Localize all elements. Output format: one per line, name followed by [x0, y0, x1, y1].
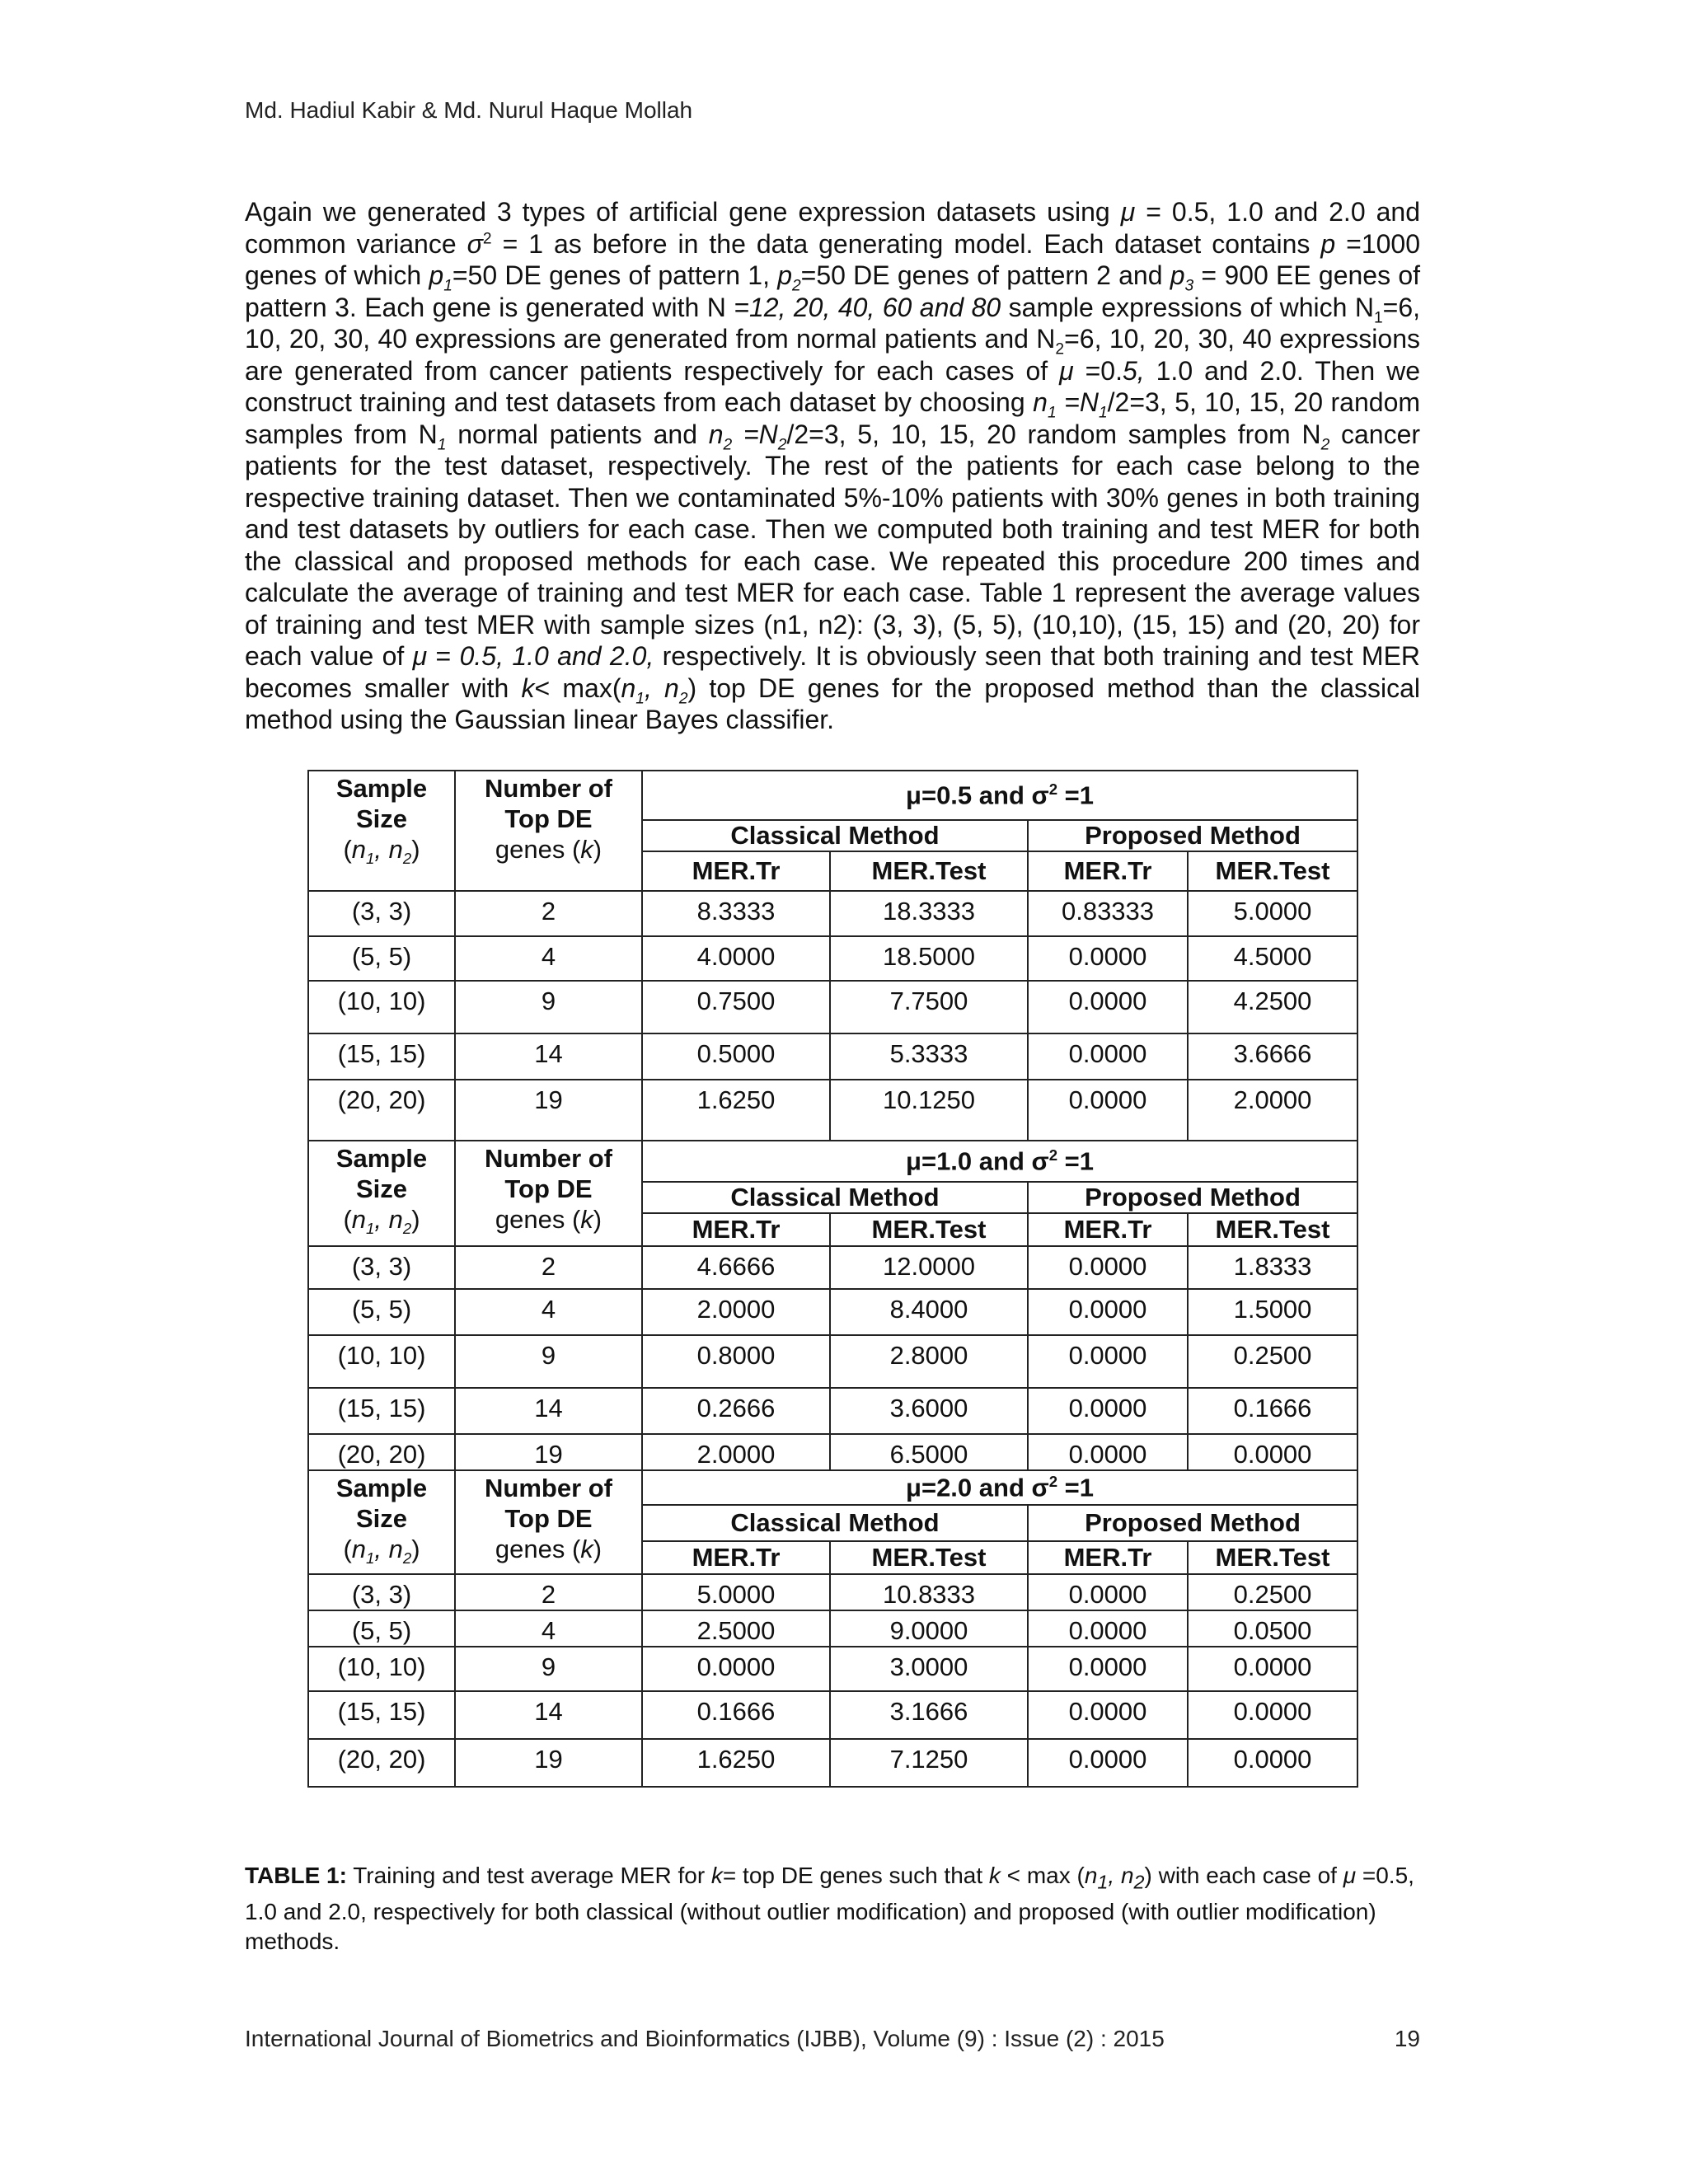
classical-mer-test-cell: 5.3333 [830, 1033, 1028, 1080]
proposed-method-header: Proposed Method [1028, 1182, 1357, 1213]
proposed-mer-tr-cell: 0.0000 [1028, 1691, 1188, 1739]
table-row [308, 1080, 1357, 1141]
sample-size-cell: (20, 20) [308, 1434, 455, 1470]
col-mer-tr: MER.Tr [1028, 1541, 1188, 1574]
page-number: 19 [1394, 2026, 1420, 2051]
proposed-mer-tr-cell: 0.0000 [1028, 1388, 1188, 1434]
table-row [308, 1388, 1357, 1434]
classical-mer-tr-cell: 1.6250 [642, 1080, 830, 1141]
classical-method-header: Classical Method [642, 820, 1028, 851]
classical-mer-tr-cell: 8.3333 [642, 891, 830, 936]
sample-size-header: Sample Size ($n_1$, $n_2$) [308, 1141, 455, 1246]
sample-size-cell: (3, 3) [308, 1574, 455, 1610]
classical-mer-test-cell: 18.5000 [830, 936, 1028, 981]
k-cell: 19 [455, 1434, 642, 1470]
proposed-mer-test-cell: 0.2500 [1188, 1574, 1357, 1610]
k-cell: 9 [455, 981, 642, 1033]
sample-size-cell: (10, 10) [308, 1335, 455, 1388]
table-header-row [308, 1141, 1357, 1182]
classical-mer-test-cell: 7.1250 [830, 1739, 1028, 1787]
proposed-mer-test-cell: 2.0000 [1188, 1080, 1357, 1141]
proposed-mer-tr-cell: 0.83333 [1028, 891, 1188, 936]
col-mer-tr: MER.Tr [1028, 1213, 1188, 1246]
classical-mer-test-cell: 10.1250 [830, 1080, 1028, 1141]
classical-mer-tr-cell: 4.6666 [642, 1246, 830, 1289]
sample-size-cell: (5, 5) [308, 936, 455, 981]
sample-size-cell: (5, 5) [308, 1610, 455, 1647]
classical-mer-tr-cell: 2.5000 [642, 1610, 830, 1647]
classical-mer-tr-cell: 2.0000 [642, 1289, 830, 1335]
table-row [308, 1289, 1357, 1335]
proposed-mer-tr-cell: 0.0000 [1028, 1335, 1188, 1388]
proposed-mer-tr-cell: 0.0000 [1028, 1647, 1188, 1691]
table-header-row [308, 1470, 1357, 1505]
table-row [308, 1647, 1357, 1691]
col-mer-test: MER.Test [1188, 1213, 1357, 1246]
page-footer [245, 2026, 1420, 2052]
classical-mer-tr-cell: 5.0000 [642, 1574, 830, 1610]
proposed-mer-test-cell: 3.6666 [1188, 1033, 1357, 1080]
table-row [308, 981, 1357, 1033]
proposed-mer-test-cell: 0.2500 [1188, 1335, 1357, 1388]
classical-mer-tr-cell: 4.0000 [642, 936, 830, 981]
classical-mer-tr-cell: 1.6250 [642, 1739, 830, 1787]
sample-size-cell: (10, 10) [308, 1647, 455, 1691]
classical-mer-tr-cell: 2.0000 [642, 1434, 830, 1470]
col-mer-tr: MER.Tr [642, 1541, 830, 1574]
k-cell: 4 [455, 1610, 642, 1647]
parameter-header: μ=2.0 and $\sigma^2 =1$ [642, 1470, 1357, 1505]
proposed-mer-tr-cell: 0.0000 [1028, 936, 1188, 981]
top-de-genes-header: Number of Top DE genes (k) [455, 1141, 642, 1246]
classical-mer-test-cell: 3.6000 [830, 1388, 1028, 1434]
classical-mer-tr-cell: 0.5000 [642, 1033, 830, 1080]
k-cell: 2 [455, 1574, 642, 1610]
classical-method-header: Classical Method [642, 1182, 1028, 1213]
table-row [308, 1691, 1357, 1739]
sample-size-cell: (5, 5) [308, 1289, 455, 1335]
parameter-header: μ=1.0 and $\sigma^2 =1$ [642, 1141, 1357, 1182]
sample-size-header: Sample Size ($n_1$, $n_2$) [308, 771, 455, 891]
proposed-mer-tr-cell: 0.0000 [1028, 981, 1188, 1033]
k-cell: 2 [455, 891, 642, 936]
col-mer-test: MER.Test [1188, 851, 1357, 891]
proposed-mer-tr-cell: 0.0000 [1028, 1289, 1188, 1335]
table-row [308, 1246, 1357, 1289]
sample-size-header: Sample Size ($n_1$, $n_2$) [308, 1470, 455, 1574]
k-cell: 14 [455, 1033, 642, 1080]
proposed-mer-tr-cell: 0.0000 [1028, 1574, 1188, 1610]
classical-mer-test-cell: 18.3333 [830, 891, 1028, 936]
proposed-mer-test-cell: 0.0000 [1188, 1691, 1357, 1739]
col-mer-test: MER.Test [830, 851, 1028, 891]
proposed-method-header: Proposed Method [1028, 820, 1357, 851]
proposed-mer-tr-cell: 0.0000 [1028, 1246, 1188, 1289]
proposed-mer-test-cell: 0.1666 [1188, 1388, 1357, 1434]
k-cell: 9 [455, 1647, 642, 1691]
results-table [307, 770, 1358, 1788]
table-caption: TABLE 1: Training and test average MER for k= top DE genes such that $k < \max (n_1$, $n_2$) with each case of μ =0.5, 1.0 and 2.0, respectively for both classical (without outlier modification) and proposed (with outlier modification) methods. [245, 1863, 1414, 1954]
k-cell: 14 [455, 1388, 642, 1434]
proposed-mer-tr-cell: 0.0000 [1028, 1080, 1188, 1141]
classical-mer-test-cell: 9.0000 [830, 1610, 1028, 1647]
sample-size-cell: (20, 20) [308, 1080, 455, 1141]
table-header-row [308, 771, 1357, 820]
proposed-mer-test-cell: 0.0000 [1188, 1647, 1357, 1691]
col-mer-tr: MER.Tr [642, 1213, 830, 1246]
journal-citation: International Journal of Biometrics and Bioinformatics (IJBB), Volume (9) : Issue (2) : 2015 [245, 2026, 1165, 2051]
table-row [308, 1574, 1357, 1610]
table-row [308, 1610, 1357, 1647]
classical-mer-test-cell: 12.0000 [830, 1246, 1028, 1289]
classical-mer-tr-cell: 0.0000 [642, 1647, 830, 1691]
table-row [308, 1434, 1357, 1470]
table-row [308, 936, 1357, 981]
body-paragraph: Again we generated 3 types of artificial gene expression datasets using μ = 0.5, 1.0 and 2.0 and common variance $\sigma^2 = 1$ as before in the data generating model. Each dataset contains p =1000 genes of which $p_1=50$ DE genes of pattern 1, $p_2=50$ DE genes of pattern 2 and $p_3 = 900$ EE genes of pattern 3. Each gene is generated with N =12, 20, 40, 60 and 80 sample expressions of which $N_1=6$, 10, 20, 30, 40 expressions are generated from normal patients and $N_2=6$, 10, 20, 30, 40 expressions are generated from cancer patients respectively for each cases of μ =0.5, 1.0 and 2.0. Then we construct training and test datasets from each dataset by choosing $n_1 =N_1/2=3$, 5, 10, 15, 20 random samples from $N_1$ normal patients and $n_2 =N_2/2=3$, 5, 10, 15, 20 random samples from $N_2$ cancer patients for the test dataset, respectively. The rest of the patients for each case belong to the respective training dataset. Then we contaminated 5%-10% patients with 30% genes in both training and test datasets by outliers for each case. Then we computed both training and test MER for both the classical and proposed methods for each case. We repeated this procedure 200 times and calculate the average of training and test MER for each case. Table 1 represent the average values of training and test MER with sample sizes (n1, n2): (3, 3), (5, 5), (10,10), (15, 15) and (20, 20) for each value of μ = 0.5, 1.0 and 2.0, respectively. It is obviously seen that both training and test MER becomes smaller with $k< \max(n_1$, $n_2$) top DE genes for the proposed method than the classical method using the Gaussian linear Bayes classifier. [245, 197, 1421, 734]
classical-mer-test-cell: 10.8333 [830, 1574, 1028, 1610]
table-row [308, 891, 1357, 936]
k-cell: 9 [455, 1335, 642, 1388]
k-cell: 19 [455, 1080, 642, 1141]
table-row [308, 1335, 1357, 1388]
proposed-mer-tr-cell: 0.0000 [1028, 1610, 1188, 1647]
sample-size-cell: (10, 10) [308, 981, 455, 1033]
classical-mer-test-cell: 8.4000 [830, 1289, 1028, 1335]
proposed-mer-test-cell: 0.0500 [1188, 1610, 1357, 1647]
proposed-mer-test-cell: 0.0000 [1188, 1434, 1357, 1470]
sample-size-cell: (15, 15) [308, 1388, 455, 1434]
proposed-mer-test-cell: 0.0000 [1188, 1739, 1357, 1787]
proposed-mer-test-cell: 4.5000 [1188, 936, 1357, 981]
proposed-mer-test-cell: 5.0000 [1188, 891, 1357, 936]
proposed-mer-tr-cell: 0.0000 [1028, 1434, 1188, 1470]
classical-mer-tr-cell: 0.1666 [642, 1691, 830, 1739]
running-header: Md. Hadiul Kabir & Md. Nurul Haque Mollah [245, 97, 693, 123]
k-cell: 4 [455, 936, 642, 981]
proposed-mer-tr-cell: 0.0000 [1028, 1033, 1188, 1080]
classical-mer-tr-cell: 0.7500 [642, 981, 830, 1033]
k-cell: 19 [455, 1739, 642, 1787]
classical-method-header: Classical Method [642, 1505, 1028, 1541]
top-de-genes-header: Number of Top DE genes (k) [455, 1470, 642, 1574]
proposed-mer-test-cell: 1.5000 [1188, 1289, 1357, 1335]
sample-size-cell: (15, 15) [308, 1691, 455, 1739]
classical-mer-tr-cell: 0.8000 [642, 1335, 830, 1388]
k-cell: 2 [455, 1246, 642, 1289]
top-de-genes-header: Number of Top DE genes (k) [455, 771, 642, 891]
parameter-header: μ=0.5 and $\sigma^2 =1$ [642, 771, 1357, 820]
col-mer-test: MER.Test [830, 1213, 1028, 1246]
table-row [308, 1739, 1357, 1787]
table-row [308, 1033, 1357, 1080]
sample-size-cell: (3, 3) [308, 891, 455, 936]
sample-size-cell: (15, 15) [308, 1033, 455, 1080]
classical-mer-test-cell: 7.7500 [830, 981, 1028, 1033]
proposed-mer-test-cell: 4.2500 [1188, 981, 1357, 1033]
col-mer-test: MER.Test [1188, 1541, 1357, 1574]
classical-mer-test-cell: 3.0000 [830, 1647, 1028, 1691]
col-mer-tr: MER.Tr [642, 851, 830, 891]
sample-size-cell: (20, 20) [308, 1739, 455, 1787]
col-mer-test: MER.Test [830, 1541, 1028, 1574]
classical-mer-test-cell: 2.8000 [830, 1335, 1028, 1388]
classical-mer-test-cell: 6.5000 [830, 1434, 1028, 1470]
k-cell: 4 [455, 1289, 642, 1335]
proposed-mer-test-cell: 1.8333 [1188, 1246, 1357, 1289]
classical-mer-test-cell: 3.1666 [830, 1691, 1028, 1739]
col-mer-tr: MER.Tr [1028, 851, 1188, 891]
sample-size-cell: (3, 3) [308, 1246, 455, 1289]
proposed-mer-tr-cell: 0.0000 [1028, 1739, 1188, 1787]
proposed-method-header: Proposed Method [1028, 1505, 1357, 1541]
classical-mer-tr-cell: 0.2666 [642, 1388, 830, 1434]
k-cell: 14 [455, 1691, 642, 1739]
